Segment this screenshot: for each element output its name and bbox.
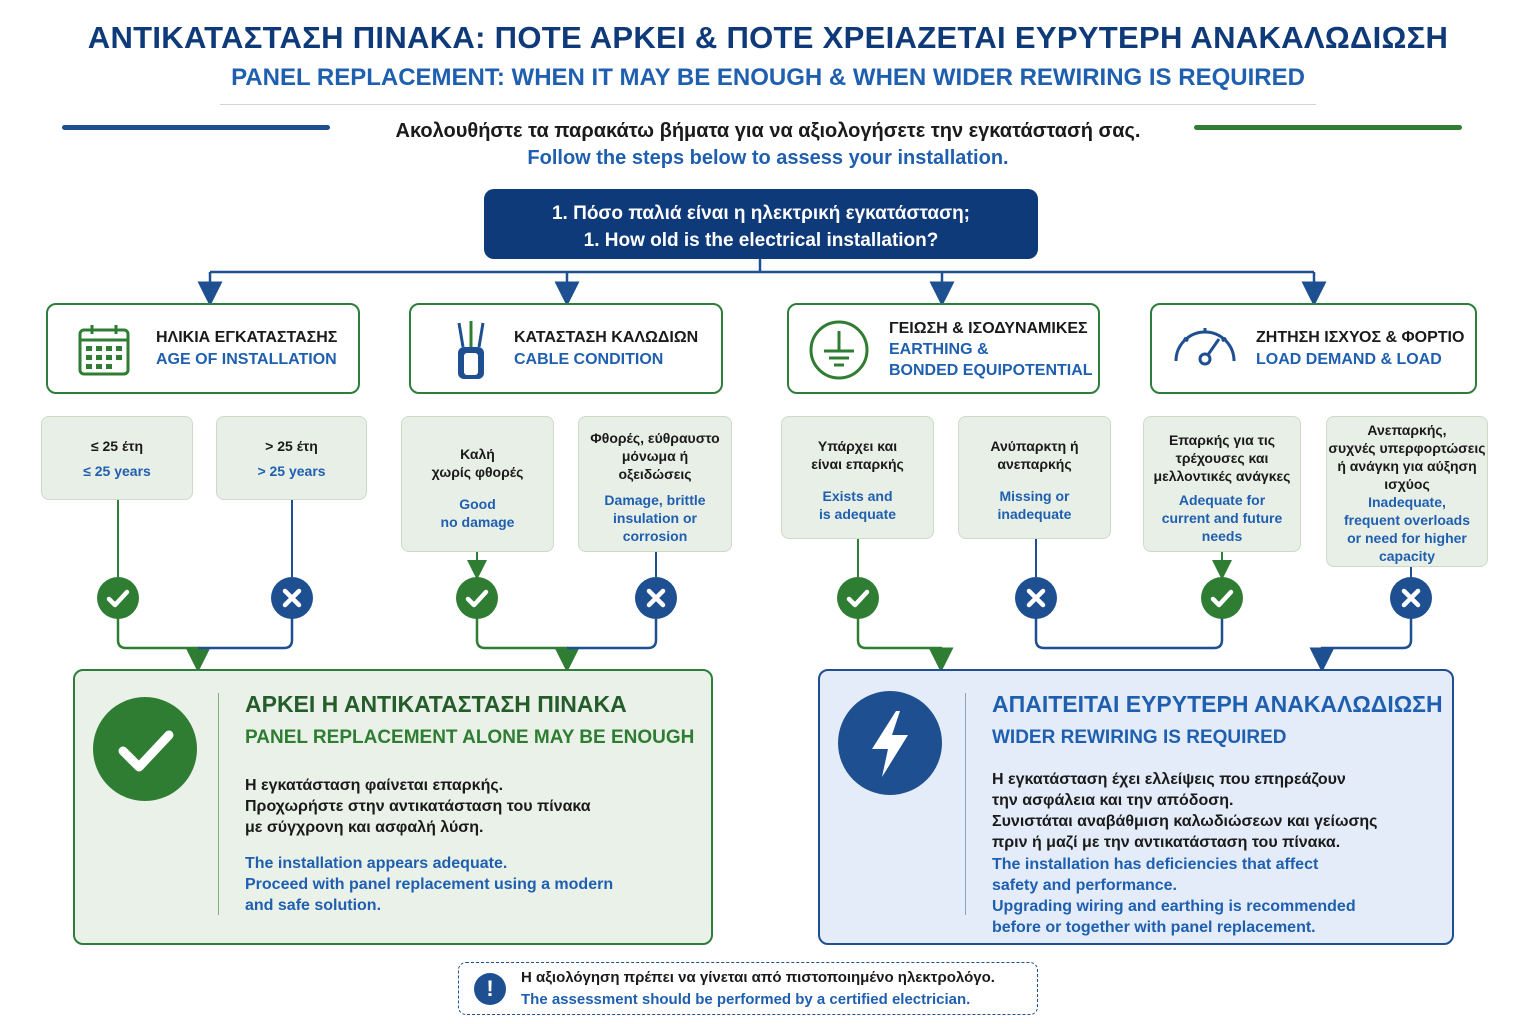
result-no-subtitle: WIDER REWIRING IS REQUIRED — [992, 727, 1287, 748]
option-line-gr: > 25 έτη — [265, 438, 318, 454]
cross-mark-icon — [635, 577, 677, 619]
check-mark-icon — [456, 577, 498, 619]
option-line-en: Good — [459, 496, 496, 512]
option-line-gr: μόνωμα ή — [621, 448, 689, 464]
category-earthing — [787, 303, 1100, 394]
category-load-label-gr: ΖΗΤΗΣΗ ΙΣΧΥΟΣ & ΦΟΡΤΙΟ — [1256, 329, 1465, 346]
category-earthing-label-gr: ΓΕΙΩΣΗ & ΙΣΟΔΥΝΑΜΙΚΕΣ — [889, 320, 1088, 337]
result-no-title: ΑΠΑΙΤΕΙΤΑΙ ΕΥΡΥΤΕΡΗ ΑΝΑΚΑΛΩΔΙΩΣΗ — [992, 691, 1443, 717]
option-line-gr: τρέχουσες και — [1175, 450, 1269, 466]
cross-mark-icon — [271, 577, 313, 619]
option-line-gr: είναι επαρκής — [811, 456, 904, 472]
earth-ground-icon — [808, 319, 870, 381]
option-line-gr: οξειδώσεις — [618, 466, 692, 482]
option-box — [401, 416, 554, 552]
option-text-en — [42, 462, 192, 480]
result-no-body-en — [992, 854, 1356, 938]
result-no-body-en-line: Upgrading wiring and earthing is recommended — [992, 898, 1356, 915]
result-no-body-gr-line: Συνιστάται αναβάθμιση καλωδιώσεων και γείωσης — [992, 813, 1378, 830]
option-line-en: inadequate — [997, 506, 1072, 522]
option-text-gr — [1144, 431, 1300, 485]
result-no-body-en-line: safety and performance. — [992, 877, 1177, 894]
category-age — [46, 303, 360, 394]
category-cables-label-en: CABLE CONDITION — [514, 351, 664, 368]
option-text-gr — [959, 437, 1110, 473]
page-title: ΑΝΤΙΚΑΤΑΣΤΑΣΗ ΠΙΝΑΚΑ: ΠΟΤΕ ΑΡΚΕΙ & ΠΟΤΕ ΧΡΕΙΑΖΕΤΑΙ ΕΥΡΥΤΕΡΗ ΑΝΑΚΑΛΩΔΙΩΣΗ — [87, 20, 1449, 55]
option-line-en: Adequate for — [1178, 492, 1266, 508]
result-ok-body-en — [245, 853, 613, 916]
result-ok-body-gr-line: Προχωρήστε στην αντικατάσταση του πίνακα — [245, 798, 591, 815]
question-text-gr: 1. Πόσο παλιά είναι η ηλεκτρική εγκατάσταση; — [551, 203, 971, 224]
option-line-gr: Υπάρχει και — [817, 438, 898, 454]
option-line-en: is adequate — [818, 506, 897, 522]
result-no-body-gr-line: Η εγκατάσταση έχει ελλείψεις που επηρεάζουν — [992, 771, 1346, 788]
option-line-en: > 25 years — [257, 463, 326, 479]
option-text-gr — [42, 437, 192, 455]
option-text-gr — [217, 437, 366, 455]
check-mark-icon — [1201, 577, 1243, 619]
question-text-en: 1. How old is the electrical installation? — [583, 230, 939, 251]
cable-icon — [449, 319, 493, 381]
option-line-en: insulation or — [613, 510, 697, 526]
check-mark-icon — [837, 577, 879, 619]
option-line-gr: ≤ 25 έτη — [90, 438, 144, 454]
option-line-gr: Ανύπαρκτη ή — [990, 438, 1079, 454]
result-ok-body-en-line: and safe solution. — [245, 897, 382, 914]
option-line-en: ≤ 25 years — [83, 463, 151, 479]
option-line-en: Missing or — [999, 488, 1070, 504]
gauge-icon — [1170, 321, 1240, 371]
question-box — [484, 189, 1038, 259]
option-line-gr: χωρίς φθορές — [431, 464, 524, 480]
result-ok-subtitle: PANEL REPLACEMENT ALONE MAY BE ENOUGH — [245, 727, 695, 748]
option-text-en — [959, 487, 1110, 523]
result-ok-title: ΑΡΚΕΙ Η ΑΝΤΙΚΑΤΑΣΤΑΣΗ ΠΙΝΑΚΑ — [245, 691, 627, 717]
option-line-en: Exists and — [822, 488, 893, 504]
option-box — [1143, 416, 1301, 552]
option-text-gr — [1327, 421, 1487, 493]
option-line-gr: ανεπαρκής — [997, 456, 1072, 472]
result-panel-rewiring — [818, 669, 1454, 945]
option-text-en — [1144, 491, 1300, 545]
option-line-gr: Καλή — [460, 446, 495, 462]
result-no-divider — [965, 693, 966, 915]
intro-text-en: Follow the steps below to assess your installation. — [527, 147, 1009, 169]
result-no-body-gr-line: πριν ή μαζί με την αντικατάσταση του πίνακα. — [992, 834, 1341, 851]
option-line-en: Inadequate, — [1368, 494, 1446, 510]
result-ok-body-en-line: The installation appears adequate. — [245, 855, 508, 872]
option-line-gr: μελλοντικές ανάγκες — [1153, 468, 1291, 484]
option-line-gr: Φθορές, εύθραυστο — [590, 430, 720, 446]
certified-electrician-note — [458, 962, 1038, 1015]
category-load-label-en: LOAD DEMAND & LOAD — [1256, 351, 1442, 368]
option-text-en — [782, 487, 933, 523]
category-load — [1150, 303, 1477, 394]
result-ok-body-gr-line: Η εγκατάσταση φαίνεται επαρκής. — [245, 777, 504, 794]
category-age-label-en: AGE OF INSTALLATION — [156, 351, 337, 368]
option-text-gr — [782, 437, 933, 473]
option-line-en: Damage, brittle — [604, 492, 706, 508]
result-ok-body-en-line: Proceed with panel replacement using a modern — [245, 876, 614, 893]
option-text-en — [579, 491, 731, 545]
option-line-en: current and future — [1161, 510, 1283, 526]
note-text-en: The assessment should be performed by a certified electrician. — [521, 991, 971, 1008]
calendar-icon — [76, 322, 132, 378]
intro-text-gr: Ακολουθήστε τα παρακάτω βήματα για να αξιολογήσετε την εγκατάστασή σας. — [395, 120, 1141, 142]
option-line-gr: ισχύος — [1384, 476, 1430, 492]
note-text-gr: Η αξιολόγηση πρέπει να γίνεται από πιστοποιημένο ηλεκτρολόγο. — [521, 969, 995, 986]
result-panel-enough — [73, 669, 713, 945]
option-line-en: needs — [1201, 528, 1243, 544]
result-no-body-en-line: The installation has deficiencies that affect — [992, 856, 1319, 873]
result-no-body-gr — [992, 769, 1378, 853]
option-box — [216, 416, 367, 500]
option-line-en: no damage — [440, 514, 515, 530]
result-no-body-gr-line: την ασφάλεια και την απόδοση. — [992, 792, 1234, 809]
option-line-en: capacity — [1378, 548, 1436, 564]
option-line-en: corrosion — [622, 528, 688, 544]
option-box — [958, 416, 1111, 539]
option-line-gr: Ανεπαρκής, — [1367, 422, 1447, 438]
page-subtitle: PANEL REPLACEMENT: WHEN IT MAY BE ENOUGH & WHEN WIDER REWIRING IS REQUIRED — [231, 64, 1305, 91]
option-box — [781, 416, 934, 539]
option-line-en: frequent overloads — [1343, 512, 1471, 528]
option-text-gr — [579, 429, 731, 483]
lightning-bolt-icon — [838, 691, 942, 795]
option-line-gr: συχνές υπερφορτώσεις — [1328, 440, 1486, 456]
cross-mark-icon — [1015, 577, 1057, 619]
option-box — [41, 416, 193, 500]
check-mark-icon — [97, 577, 139, 619]
result-ok-body-gr-line: με σύγχρονη και ασφαλή λύση. — [245, 819, 484, 836]
category-cables-label-gr: ΚΑΤΑΣΤΑΣΗ ΚΑΛΩΔΙΩΝ — [514, 329, 699, 346]
check-circle-icon — [93, 697, 197, 801]
category-earthing-label-en1: EARTHING & — [889, 341, 989, 358]
option-line-gr: Επαρκής για τις — [1168, 432, 1276, 448]
exclamation-icon: ! — [474, 973, 506, 1005]
category-earthing-label-en2: BONDED EQUIPOTENTIAL — [889, 362, 1093, 379]
cross-mark-icon — [1390, 577, 1432, 619]
option-line-gr: ή ανάγκη για αύξηση — [1337, 458, 1477, 474]
option-line-en: or need for higher — [1347, 530, 1467, 546]
option-text-en — [1327, 493, 1487, 565]
option-text-en — [402, 495, 553, 531]
category-age-label-gr: ΗΛΙΚΙΑ ΕΓΚΑΤΑΣΤΑΣΗΣ — [156, 329, 338, 346]
option-box — [1326, 416, 1488, 567]
result-no-body-en-line: before or together with panel replacement. — [992, 919, 1316, 936]
option-text-gr — [402, 445, 553, 481]
category-cables — [409, 303, 723, 394]
result-ok-body-gr — [245, 775, 591, 838]
option-box — [578, 416, 732, 552]
result-ok-divider — [218, 693, 219, 915]
option-text-en — [217, 462, 366, 480]
